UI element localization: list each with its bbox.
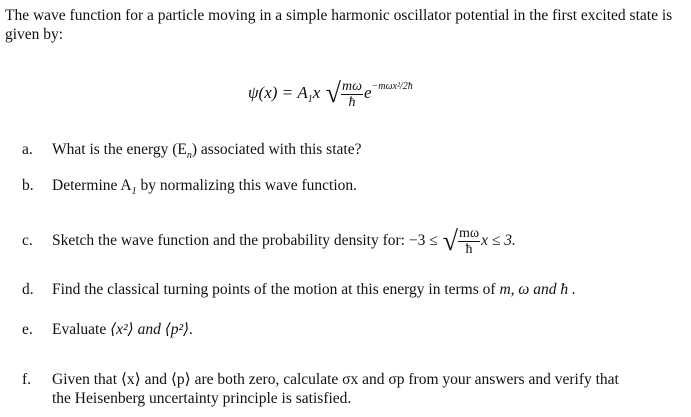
item-fraction <box>458 226 480 257</box>
fraction-numerator: mω <box>341 78 362 94</box>
equation-a-subscript: 1 <box>307 93 313 105</box>
equation-e: e <box>363 82 372 102</box>
radical-icon: √ <box>442 226 458 257</box>
item-text-end: ) associated with this state? <box>191 141 362 158</box>
fraction-denominator: ħ <box>348 94 356 110</box>
equation-exponent: −mωx²/2ħ <box>371 80 413 92</box>
equation-x: x <box>312 82 321 102</box>
question-f <box>22 370 672 408</box>
item-text: What is the energy (E <box>52 141 187 158</box>
question-c <box>22 226 516 257</box>
item-text: Given that ⟨x⟩ and ⟨p⟩ are both zero, calculate σx and σp from your answers and verify that <box>52 371 619 388</box>
item-text-line2: the Heisenberg uncertainty principle is satisfied. <box>52 390 352 407</box>
equation-fraction <box>341 79 363 110</box>
question-d <box>22 280 576 299</box>
radical-icon: √ <box>325 78 341 109</box>
wave-function-equation <box>248 78 413 110</box>
item-letter: a. <box>22 141 33 158</box>
item-letter: f. <box>22 371 32 388</box>
fraction-denominator: ħ <box>465 242 473 257</box>
item-vars: ⟨x²⟩ and ⟨p²⟩. <box>110 321 194 338</box>
item-letter: c. <box>22 232 33 250</box>
item-text-end: x ≤ 3. <box>481 232 516 250</box>
item-text: Find the classical turning points of the motion at this energy in terms of <box>52 281 500 298</box>
item-subscript: n <box>186 150 192 161</box>
equation-sqrt <box>326 78 363 110</box>
item-text: Sketch the wave function and the probability density for: −3 ≤ <box>52 232 438 250</box>
question-b <box>22 176 357 201</box>
fraction-numerator: mω <box>458 226 480 241</box>
item-text-end: by normalizing this wave function. <box>136 177 358 194</box>
item-text: Evaluate <box>52 321 111 338</box>
item-letter: b. <box>22 177 34 194</box>
item-subscript: 1 <box>131 186 137 197</box>
item-letter: e. <box>22 321 33 338</box>
problem-intro: The wave function for a particle moving in a simple harmonic oscillator potential in the first excited state is given by: <box>5 7 673 43</box>
item-letter: d. <box>22 281 34 298</box>
item-vars: m, ω and ħ . <box>499 281 576 298</box>
item-sqrt <box>443 226 480 257</box>
item-text: Determine A <box>52 177 132 194</box>
equation-lhs: ψ(x) = A <box>248 82 308 102</box>
question-a <box>22 140 361 165</box>
question-e <box>22 320 193 339</box>
